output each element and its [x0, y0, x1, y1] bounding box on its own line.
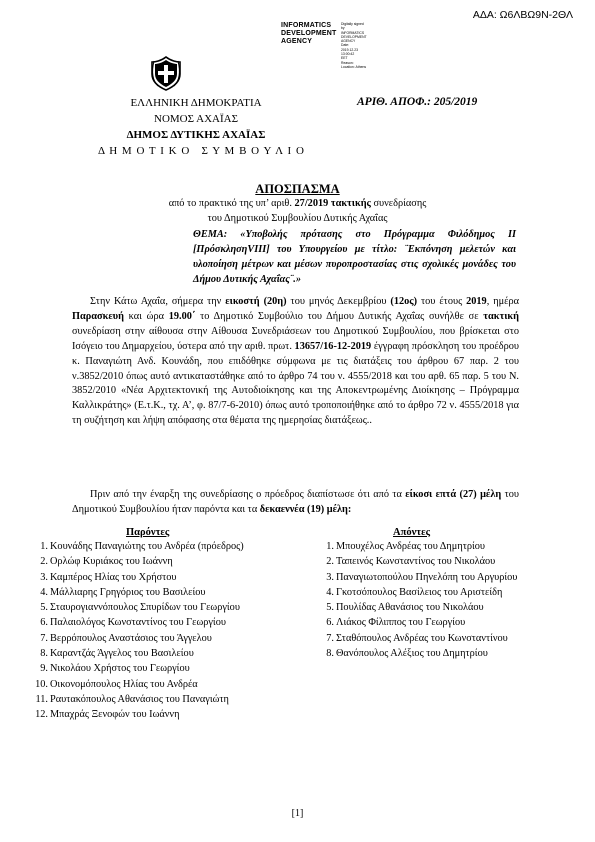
list-item-name: Μπαχράς Ξενοφών του Ιωάννη — [50, 709, 180, 721]
para2-text-1: Πριν από την έναρξη της συνεδρίασης ο πρόεδρος διαπίστωσε ότι από τα — [90, 489, 406, 500]
stamp-detail-6: Reason: — [341, 60, 354, 65]
list-item — [304, 585, 532, 600]
para2-text-2: του Δημοτικού Συμβουλίου ήταν παρόντα και τα — [72, 489, 520, 515]
list-item — [304, 631, 532, 646]
list-item-name: Πουλίδας Αθανάσιος του Νικολάου — [336, 602, 484, 614]
absent-column-title — [393, 522, 430, 540]
stamp-detail-5: EET — [341, 56, 348, 61]
list-item-number: 8. — [40, 648, 48, 660]
ada-code: ΑΔΑ: Ω6ΛΒΩ9Ν-2ΘΛ — [472, 9, 573, 21]
list-item-name: Καμπέρος Ηλίας του Χρήστου — [50, 571, 177, 583]
minutes-line-prefix: από το πρακτικό της υπ’ αριθ. — [168, 198, 295, 209]
list-item — [304, 600, 532, 615]
list-item-number: 6. — [40, 617, 48, 629]
para2-present-members: δεκαεννέα (19) μέλη: — [259, 503, 352, 515]
stamp-detail-2: INFORMATICS — [341, 30, 365, 35]
list-item — [18, 615, 290, 630]
list-item — [18, 692, 290, 707]
list-item — [18, 554, 290, 569]
council-line: του Δημοτικού Συμβουλίου Δυτικής Αχαΐας — [207, 213, 388, 224]
para1-year: 2019 — [466, 296, 487, 307]
para1-text-4: , ημέρα — [486, 296, 519, 307]
list-item-name: Ορλώφ Κυριάκος του Ιωάννη — [50, 556, 173, 568]
minutes-line-suffix: συνεδρίασης — [370, 198, 427, 209]
list-item-number: 4. — [326, 586, 334, 598]
list-item-number: 9. — [40, 663, 48, 675]
list-item — [18, 539, 290, 554]
header-municipality: ΔΗΜΟΣ ΔΥΤΙΚΗΣ ΑΧΑΪΑΣ — [126, 129, 266, 141]
list-item-name: Ραυτακόπουλος Αθανάσιος του Παναγιώτη — [50, 693, 229, 705]
decision-number: ΑΡΙΘ. ΑΠΟΦ.: 205/2019 — [357, 96, 478, 108]
para1-text-6: το Δημοτικό Συμβούλιο του Δήμου Δυτικής Αχαΐας συνήλθε σε — [195, 310, 484, 322]
header-council: Δ Η Μ Ο Τ Ι Κ Ο Σ Υ Μ Β Ο Υ Λ Ι Ο — [98, 145, 305, 157]
list-item-name: Καραντζάς Άγγελος του Βασιλείου — [50, 648, 194, 660]
present-title: Παρόντες — [126, 527, 170, 538]
list-item-name: Παλαιολόγος Κωνσταντίνος του Γεωργίου — [50, 617, 226, 629]
session-paragraph — [72, 295, 519, 429]
list-item-name: Σταυρογιαννόπουλος Σπυρίδων του Γεωργίου — [50, 602, 240, 614]
list-item — [18, 677, 290, 692]
list-item-name: Σταθόπουλος Ανδρέας του Κωνσταντίνου — [336, 632, 508, 644]
stamp-line-1: INFORMATICS — [281, 22, 332, 29]
stamp-line-2: DEVELOPMENT — [281, 30, 337, 37]
para1-session-type: τακτική — [483, 310, 519, 322]
list-item-number: 12. — [35, 709, 48, 721]
list-item-number: 5. — [40, 602, 48, 614]
list-item — [304, 615, 532, 630]
list-item-number: 3. — [326, 571, 334, 583]
minutes-line — [0, 198, 595, 209]
quorum-paragraph — [72, 488, 519, 518]
subject-block: ΘΕΜΑ: «Υποβολής πρότασης στο Πρόγραμμα Φιλόδημος ΙΙ [ΠρόσκλησηVIII] του Υπουργείου με τίτλο: ¨Εκπόνηση μελετών και υλοποίηση μέτρων και μέσων πυροπροστασίας στις σχολικές μονάδες του Δήμου Δυτικής Αχαΐας¨.» — [193, 229, 516, 286]
list-item-number: 3. — [40, 571, 48, 583]
para2-total-members: είκοσι επτά (27) μέλη — [405, 489, 502, 500]
list-item-name: Μπουχέλος Ανδρέας του Δημητρίου — [336, 541, 486, 552]
para1-text-8: έγγραφη πρόσκληση του προέδρου κ. Παναγιώτη Ανδ. Κουνάδη, που επιδόθηκε σύμφωνα με τις διατάξεις του άρθρου 67 παρ. 2 του ν.3852/2010 όπως αυτό αντικαταστάθηκε από το άρθρο 74 του ν. 4555/2018 και του αρθ. 65 παρ. 5 του Ν. 3852/2010 «Νέα Αρχιτεκτονική της Αυτοδιοίκησης και της Αποκεντρωμένης Διοίκησης – Πρόγραμμα Καλλικράτης» (Ε.τ.Κ., τχ. Α’, φ. 87/7-6-2010) όπως αυτό τροποποιήθηκε από το άρθρο 72 ν. 4555/2018 για τη συζήτηση και λήψη απόφασης στα θέματα της ημερησίας διατάξεως.. — [72, 340, 519, 427]
para1-text-7: συνεδρίαση στην αίθουσα στην Αίθουσα Συνεδριάσεων του Δημοτικού Συμβουλίου, που βρίσκεται στο Ισόγειο του Δημαρχείου, ύστερα από την αριθ. πρωτ. — [72, 325, 519, 352]
stamp-detail-7: Location: Athens — [341, 64, 367, 69]
list-item — [304, 539, 532, 554]
para1-weekday: Παρασκευή — [72, 310, 124, 322]
list-item-number: 10. — [35, 678, 48, 690]
list-item-number: 1. — [326, 541, 334, 552]
list-item-name: Νικολάου Χρήστος του Γεωργίου — [50, 663, 190, 675]
para1-text-3: του έτους — [417, 296, 467, 307]
list-item-number: 1. — [40, 541, 48, 552]
stamp-detail-4: Date: 2019.12.23 13:00:42 — [341, 43, 358, 57]
list-item-number: 4. — [40, 586, 48, 598]
page-number: [1] — [291, 808, 304, 819]
list-item-name: Θανόπουλος Αλέξιος του Δημητρίου — [336, 648, 488, 660]
list-item-name: Γκοτσόπουλος Βασίλειος του Αριστείδη — [336, 586, 503, 598]
list-item-number: 7. — [40, 632, 48, 644]
present-column-title — [126, 522, 169, 540]
para1-month-ordinal: (12ος) — [390, 296, 418, 307]
list-item-number: 5. — [326, 602, 334, 614]
list-item-name: Κουνάδης Παναγιώτης του Ανδρέα (πρόεδρος) — [50, 541, 244, 552]
list-item-name: Βερρόπουλος Αναστάσιος του Άγγελου — [50, 632, 212, 644]
stamp-detail-1: Digitally signed by — [341, 22, 364, 31]
minutes-line-session: 27/2019 τακτικής — [294, 198, 371, 209]
list-item — [304, 646, 532, 661]
list-item — [18, 631, 290, 646]
list-item — [18, 570, 290, 585]
list-item — [18, 646, 290, 661]
para1-protocol-number: 13657/16-12-2019 — [294, 340, 372, 352]
list-item — [304, 554, 532, 569]
stamp-line-3: AGENCY — [281, 38, 313, 45]
list-item — [18, 661, 290, 676]
greek-coat-of-arms-emblem — [149, 55, 183, 91]
header-country: ΕΛΛΗΝΙΚΗ ΔΗΜΟΚΡΑΤΙΑ — [130, 97, 262, 109]
list-item-number: 7. — [326, 632, 334, 644]
list-item-number: 11. — [35, 693, 48, 705]
list-item — [18, 600, 290, 615]
list-item — [304, 570, 532, 585]
list-item-name: Παναγιωτοπούλου Πηνελόπη του Αργυρίου — [336, 571, 518, 583]
para1-date-ordinal: εικοστή (20η) — [225, 296, 287, 307]
stamp-details — [341, 22, 367, 69]
list-item-number: 2. — [326, 556, 334, 568]
list-item-name: Ταπεινός Κωνσταντίνος του Νικολάου — [336, 556, 496, 568]
list-item-name: Μάλλιαρης Γρηγόριος του Βασιλείου — [50, 586, 206, 598]
header-prefecture: ΝΟΜΟΣ ΑΧΑΪΑΣ — [154, 113, 238, 125]
list-item-number: 8. — [326, 648, 334, 660]
para1-time: 19.00΄ — [168, 310, 196, 322]
absent-title: Απόντες — [393, 527, 431, 538]
list-item — [18, 707, 290, 722]
list-item — [18, 585, 290, 600]
para1-text-2: του μηνός Δεκεμβρίου — [286, 296, 391, 307]
present-members-list — [18, 539, 290, 723]
list-item-name: Λιάκος Φίλιππος του Γεωργίου — [336, 617, 466, 629]
document-title: ΑΠΟΣΠΑΣΜΑ — [255, 182, 340, 196]
para1-text-5: και ώρα — [123, 310, 169, 322]
list-item-name: Οικονομόπουλος Ηλίας του Ανδρέα — [50, 678, 198, 690]
stamp-detail-3: DEVELOPMENT AGENCY — [341, 34, 367, 44]
digital-signature-stamp — [281, 22, 367, 69]
para1-text-1: Στην Κάτω Αχαΐα, σήμερα την — [90, 296, 226, 307]
list-item-number: 6. — [326, 617, 334, 629]
list-item-number: 2. — [40, 556, 48, 568]
absent-members-list — [304, 539, 532, 661]
